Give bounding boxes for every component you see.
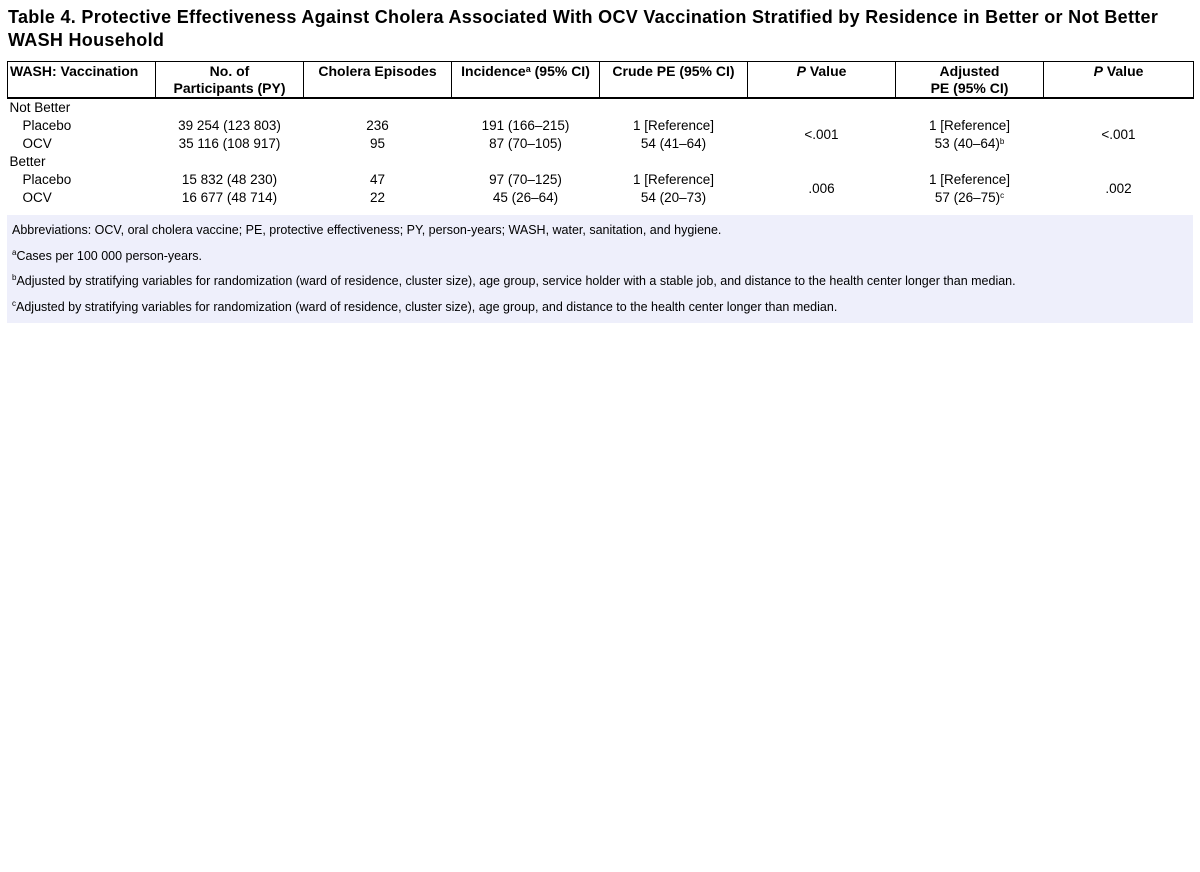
footnote-mark-a: a [525,64,531,74]
table-row [8,135,1194,153]
table-row [8,189,1194,207]
group-label: Not Better [9,100,71,115]
adjusted-pe-value: 57 (26–75) [934,190,1001,205]
cell-p-value-adjusted: .002 [1105,181,1132,196]
header-row [8,62,1194,99]
footnote-a-text: Cases per 100 000 person-years. [16,248,202,263]
cell-vaccination: Placebo [22,118,72,133]
footnote-b-text: Adjusted by stratifying variables for randomization (ward of residence, cluster size), age group, service holder with a stable job, and distance to the health center longer than median. [16,274,1016,288]
cell-episodes: 95 [369,136,386,151]
cell-episodes: 22 [369,190,386,205]
cell-adjusted-pe [896,117,1044,135]
results-table [7,61,1194,207]
footnotes-panel [7,215,1193,323]
cell-episodes: 47 [369,172,386,187]
table-row [8,117,1194,135]
cell-p-value-crude: .006 [808,181,835,196]
cell-crude-pe: 54 (20–73) [640,190,707,205]
table-row [8,171,1194,189]
footnote-mark-c: c [12,298,16,308]
header-p-letter: P [1093,63,1103,79]
footnote-c [12,295,1188,321]
table-title: Table 4. Protective Effectiveness Against Cholera Associated With OCV Vaccination Stratified by Residence in Better or Not Better WASH Household [8,7,1159,50]
footnote-mark-a: a [12,247,17,257]
cell-incidence: 87 (70–105) [489,136,562,151]
header-adjusted-pe [896,62,1044,99]
cell-adjusted-pe [896,189,1044,207]
cell-participants: 39 254 (123 803) [178,118,281,133]
header-p-value-label: Value [1102,63,1144,79]
cell-vaccination: OCV [22,190,52,205]
cell-vaccination: OCV [22,136,52,151]
cell-participants: 16 677 (48 714) [181,190,278,205]
header-p-value-adjusted [1044,62,1194,99]
header-wash-vaccination: WASH: Vaccination [8,62,156,99]
footnote-b [12,269,1188,295]
footnote-a [12,244,1188,270]
header-p-value-crude [748,62,896,99]
cell-p-value-adjusted: <.001 [1101,127,1136,142]
header-participants-line2: Participants (PY) [173,80,286,96]
header-cholera-episodes: Cholera Episodes [304,62,452,99]
cell-incidence: 191 (166–215) [481,118,570,133]
group-label: Better [9,154,46,169]
adjusted-pe-value: 53 (40–64) [934,136,1000,151]
cell-crude-pe: 54 (41–64) [640,136,707,151]
adjusted-pe-value: 1 [Reference] [928,118,1011,133]
cell-crude-pe: 1 [Reference] [632,118,715,133]
footnote-mark-b: b [999,137,1005,146]
cell-vaccination: Placebo [22,172,72,187]
cell-participants: 15 832 (48 230) [181,172,278,187]
header-participants-line1: No. of [209,63,250,79]
header-adjusted-line2: PE (95% CI) [930,80,1009,96]
header-adjusted-line1: Adjusted [939,63,1000,79]
header-p-letter: P [796,63,806,79]
footnote-c-text: Adjusted by stratifying variables for randomization (ward of residence, cluster size), age group, and distance to the health center longer than median. [16,299,838,314]
footnote-mark-b: b [12,273,17,282]
header-participants [156,62,304,99]
group-row-not-better [8,98,1194,117]
cell-adjusted-pe [896,171,1044,189]
cell-crude-pe: 1 [Reference] [632,172,715,187]
cell-adjusted-pe [896,135,1044,153]
footnote-mark-c: c [1000,191,1005,200]
header-crude-pe: Crude PE (95% CI) [600,62,748,99]
header-incidence-label: Incidence [461,63,526,79]
header-incidence [452,62,600,99]
cell-p-value-crude: <.001 [804,127,839,142]
group-row-better [8,153,1194,171]
footnote-abbreviations: Abbreviations: OCV, oral cholera vaccine; PE, protective effectiveness; PY, person-years; WASH, water, sanitation, and hygiene. [12,223,722,237]
adjusted-pe-value: 1 [Reference] [928,172,1011,187]
header-p-value-label: Value [805,63,847,79]
cell-participants: 35 116 (108 917) [178,136,281,151]
cell-episodes: 236 [366,118,389,133]
cell-incidence: 45 (26–64) [492,190,559,205]
header-incidence-ci: (95% CI) [530,63,590,79]
cell-incidence: 97 (70–125) [489,172,562,187]
